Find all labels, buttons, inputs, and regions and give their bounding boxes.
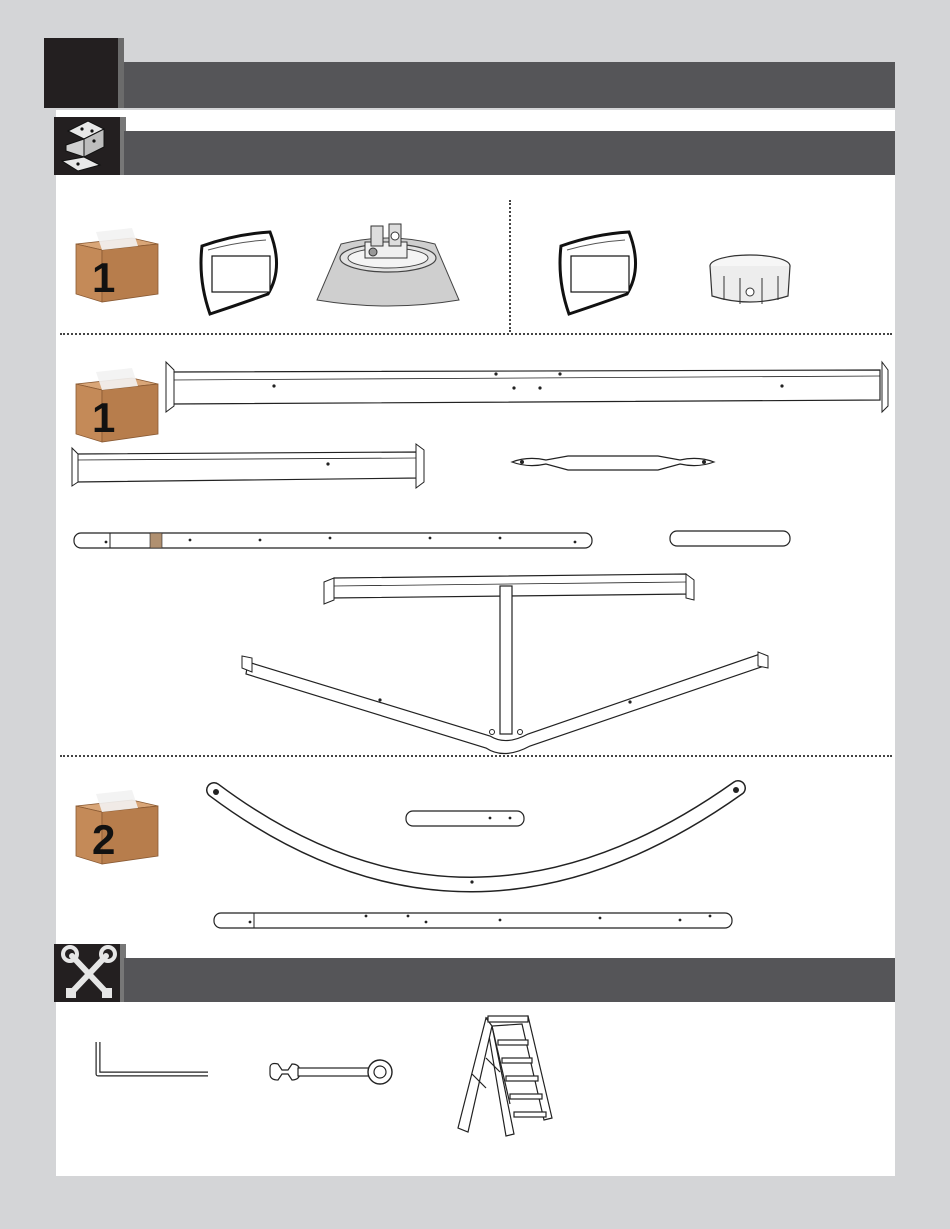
wrench-icon (266, 1058, 396, 1088)
vertical-divider (509, 200, 511, 332)
page-title-bar (124, 62, 895, 108)
short-tube-2 (402, 808, 532, 832)
curved-bow (206, 780, 746, 900)
box-1-icon (72, 224, 162, 304)
hardware-bag-2 (555, 228, 645, 312)
box-3-icon (72, 786, 162, 866)
box-2-number: 1 (92, 394, 116, 441)
tools-section-bar (124, 958, 895, 1002)
hardware-bag-1 (196, 228, 286, 312)
tools-icon-box (54, 944, 124, 1002)
long-tube-2 (210, 910, 740, 934)
hardware-section-bar (124, 131, 895, 175)
swing-link-bar (508, 450, 718, 480)
step-ladder-icon (448, 1014, 558, 1138)
base-plate (313, 218, 463, 308)
hardware-icon-box (54, 117, 124, 175)
tools-icon (54, 944, 124, 1002)
short-beam (68, 442, 428, 492)
box-1-number: 1 (92, 254, 116, 301)
end-cap (706, 252, 796, 308)
long-tube-1 (70, 530, 600, 554)
bracket-icon (54, 117, 124, 175)
allen-key-icon (92, 1040, 212, 1080)
a-frame-assembly (238, 568, 778, 758)
box-3-number: 2 (92, 816, 116, 863)
long-top-beam (162, 360, 892, 420)
box-2-icon (72, 364, 162, 444)
short-tube-1 (666, 528, 796, 552)
divider-1 (60, 333, 892, 335)
step-number-block (44, 38, 122, 108)
